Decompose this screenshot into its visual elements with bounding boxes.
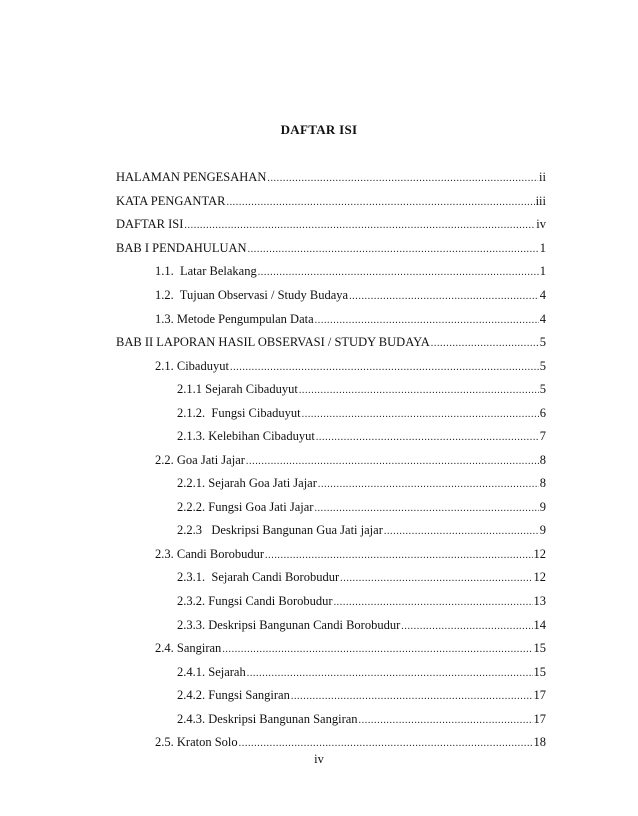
toc-entry[interactable] bbox=[116, 169, 546, 187]
dot-leader bbox=[226, 195, 534, 211]
toc-entry-page: 5 bbox=[539, 359, 546, 373]
dot-leader bbox=[314, 501, 538, 517]
dot-leader bbox=[299, 383, 539, 399]
toc-entry-page: 5 bbox=[539, 335, 546, 349]
toc-entry-label: 2.4.1. Sejarah bbox=[177, 665, 246, 679]
toc-entry-page: 4 bbox=[539, 312, 546, 326]
toc-entry-page: 6 bbox=[539, 406, 546, 420]
toc-entry[interactable] bbox=[177, 664, 546, 682]
toc-entry-label: 2.1.1 Sejarah Cibaduyut bbox=[177, 382, 298, 396]
dot-leader bbox=[258, 265, 539, 281]
dot-leader bbox=[184, 218, 535, 234]
toc-entry[interactable] bbox=[155, 640, 546, 658]
toc-entry-label: 1.3. Metode Pengumpulan Data bbox=[155, 312, 314, 326]
toc-entry-page: iii bbox=[535, 194, 546, 208]
toc-entry-label: HALAMAN PENGESAHAN bbox=[116, 170, 267, 184]
toc-entry-page: 12 bbox=[533, 570, 546, 584]
toc-entry[interactable] bbox=[177, 428, 546, 446]
toc-entry-label: 2.2. Goa Jati Jajar bbox=[155, 453, 245, 467]
dot-leader bbox=[431, 336, 539, 352]
toc-entry[interactable] bbox=[116, 334, 546, 352]
toc-entry-page: 14 bbox=[533, 618, 546, 632]
toc-entry-page: 17 bbox=[533, 688, 546, 702]
toc-entry[interactable] bbox=[116, 216, 546, 234]
toc-entry[interactable] bbox=[177, 381, 546, 399]
toc-entry-label: 2.1.2. Fungsi Cibaduyut bbox=[177, 406, 301, 420]
toc-entry-label: DAFTAR ISI bbox=[116, 217, 184, 231]
toc-entry-label: 2.2.3 Deskripsi Bangunan Gua Jati jajar bbox=[177, 523, 383, 537]
toc-entry-label: 2.5. Kraton Solo bbox=[155, 735, 238, 749]
toc-entry[interactable] bbox=[177, 593, 546, 611]
toc-entry-page: iv bbox=[536, 217, 546, 231]
toc-entry-label: 2.4. Sangiran bbox=[155, 641, 222, 655]
toc-entry-label: 2.1. Cibaduyut bbox=[155, 359, 229, 373]
toc-entry-label: 2.3. Candi Borobudur bbox=[155, 547, 265, 561]
toc-entry-page: 7 bbox=[539, 429, 546, 443]
toc-entry-page: 5 bbox=[539, 382, 546, 396]
toc-entry[interactable] bbox=[177, 687, 546, 705]
toc-entry-label: 2.1.3. Kelebihan Cibaduyut bbox=[177, 429, 315, 443]
toc-entry[interactable] bbox=[155, 546, 546, 564]
toc-entry[interactable] bbox=[177, 569, 546, 587]
toc-entry-page: 18 bbox=[533, 735, 546, 749]
toc-entry-page: 9 bbox=[539, 523, 546, 537]
dot-leader bbox=[302, 407, 539, 423]
dot-leader bbox=[401, 619, 532, 635]
toc-entry-page: 1 bbox=[539, 241, 546, 255]
dot-leader bbox=[384, 524, 539, 540]
toc-entry-page: 17 bbox=[533, 712, 546, 726]
toc-entry[interactable] bbox=[155, 287, 546, 305]
toc-entry-label: 2.2.1. Sejarah Goa Jati Jajar bbox=[177, 476, 317, 490]
dot-leader bbox=[222, 642, 532, 658]
toc-entry-label: 2.4.3. Deskripsi Bangunan Sangiran bbox=[177, 712, 358, 726]
dot-leader bbox=[349, 289, 539, 305]
toc-entry-label: 2.3.3. Deskripsi Bangunan Candi Borobudur bbox=[177, 618, 401, 632]
toc-entry-page: 1 bbox=[539, 264, 546, 278]
toc-entry[interactable] bbox=[155, 358, 546, 376]
toc-entry-label: BAB I PENDAHULUAN bbox=[116, 241, 247, 255]
toc-entry[interactable] bbox=[155, 263, 546, 281]
toc-entry[interactable] bbox=[177, 522, 546, 540]
dot-leader bbox=[265, 548, 532, 564]
dot-leader bbox=[246, 454, 539, 470]
dot-leader bbox=[291, 689, 533, 705]
toc-entry[interactable] bbox=[177, 617, 546, 635]
toc-entry[interactable] bbox=[177, 475, 546, 493]
toc-entry[interactable] bbox=[155, 452, 546, 470]
toc-entry-label: 2.3.2. Fungsi Candi Borobudur bbox=[177, 594, 333, 608]
dot-leader bbox=[248, 242, 539, 258]
toc-entry-label: 2.4.2. Fungsi Sangiran bbox=[177, 688, 290, 702]
dot-leader bbox=[359, 713, 533, 729]
dot-leader bbox=[316, 430, 539, 446]
dot-leader bbox=[334, 595, 533, 611]
toc-entry[interactable] bbox=[177, 711, 546, 729]
dot-leader bbox=[230, 360, 539, 376]
dot-leader bbox=[318, 477, 539, 493]
dot-leader bbox=[247, 666, 533, 682]
toc-entry-page: 15 bbox=[533, 665, 546, 679]
toc-entry-label: KATA PENGANTAR bbox=[116, 194, 226, 208]
toc-entry-page: 15 bbox=[533, 641, 546, 655]
toc-entry-page: 8 bbox=[539, 476, 546, 490]
toc-entry-page: ii bbox=[539, 170, 546, 184]
toc-entry[interactable] bbox=[177, 499, 546, 517]
toc-entry-page: 8 bbox=[539, 453, 546, 467]
page-title: DAFTAR ISI bbox=[280, 122, 358, 137]
toc-entry-page: 13 bbox=[533, 594, 546, 608]
dot-leader bbox=[267, 171, 538, 187]
dot-leader bbox=[340, 571, 532, 587]
toc-entry[interactable] bbox=[116, 193, 546, 211]
toc-entry-page: 9 bbox=[539, 500, 546, 514]
toc-entry-label: 1.2. Tujuan Observasi / Study Budaya bbox=[155, 288, 349, 302]
toc-entry-label: 2.2.2. Fungsi Goa Jati Jajar bbox=[177, 500, 314, 514]
toc-entry-label: 2.3.1. Sejarah Candi Borobudur bbox=[177, 570, 340, 584]
toc-entry-page: 12 bbox=[533, 547, 546, 561]
toc-entry-label: 1.1. Latar Belakang bbox=[155, 264, 257, 278]
dot-leader bbox=[315, 313, 539, 329]
toc-entry[interactable] bbox=[116, 240, 546, 258]
toc-entry[interactable] bbox=[155, 734, 546, 752]
toc-entry-page: 4 bbox=[539, 288, 546, 302]
toc-entry-label: BAB II LAPORAN HASIL OBSERVASI / STUDY BUDAYA bbox=[116, 335, 430, 349]
dot-leader bbox=[239, 736, 533, 752]
toc-entry[interactable] bbox=[155, 311, 546, 329]
page-number: iv bbox=[314, 752, 324, 766]
toc-entry[interactable] bbox=[177, 405, 546, 423]
